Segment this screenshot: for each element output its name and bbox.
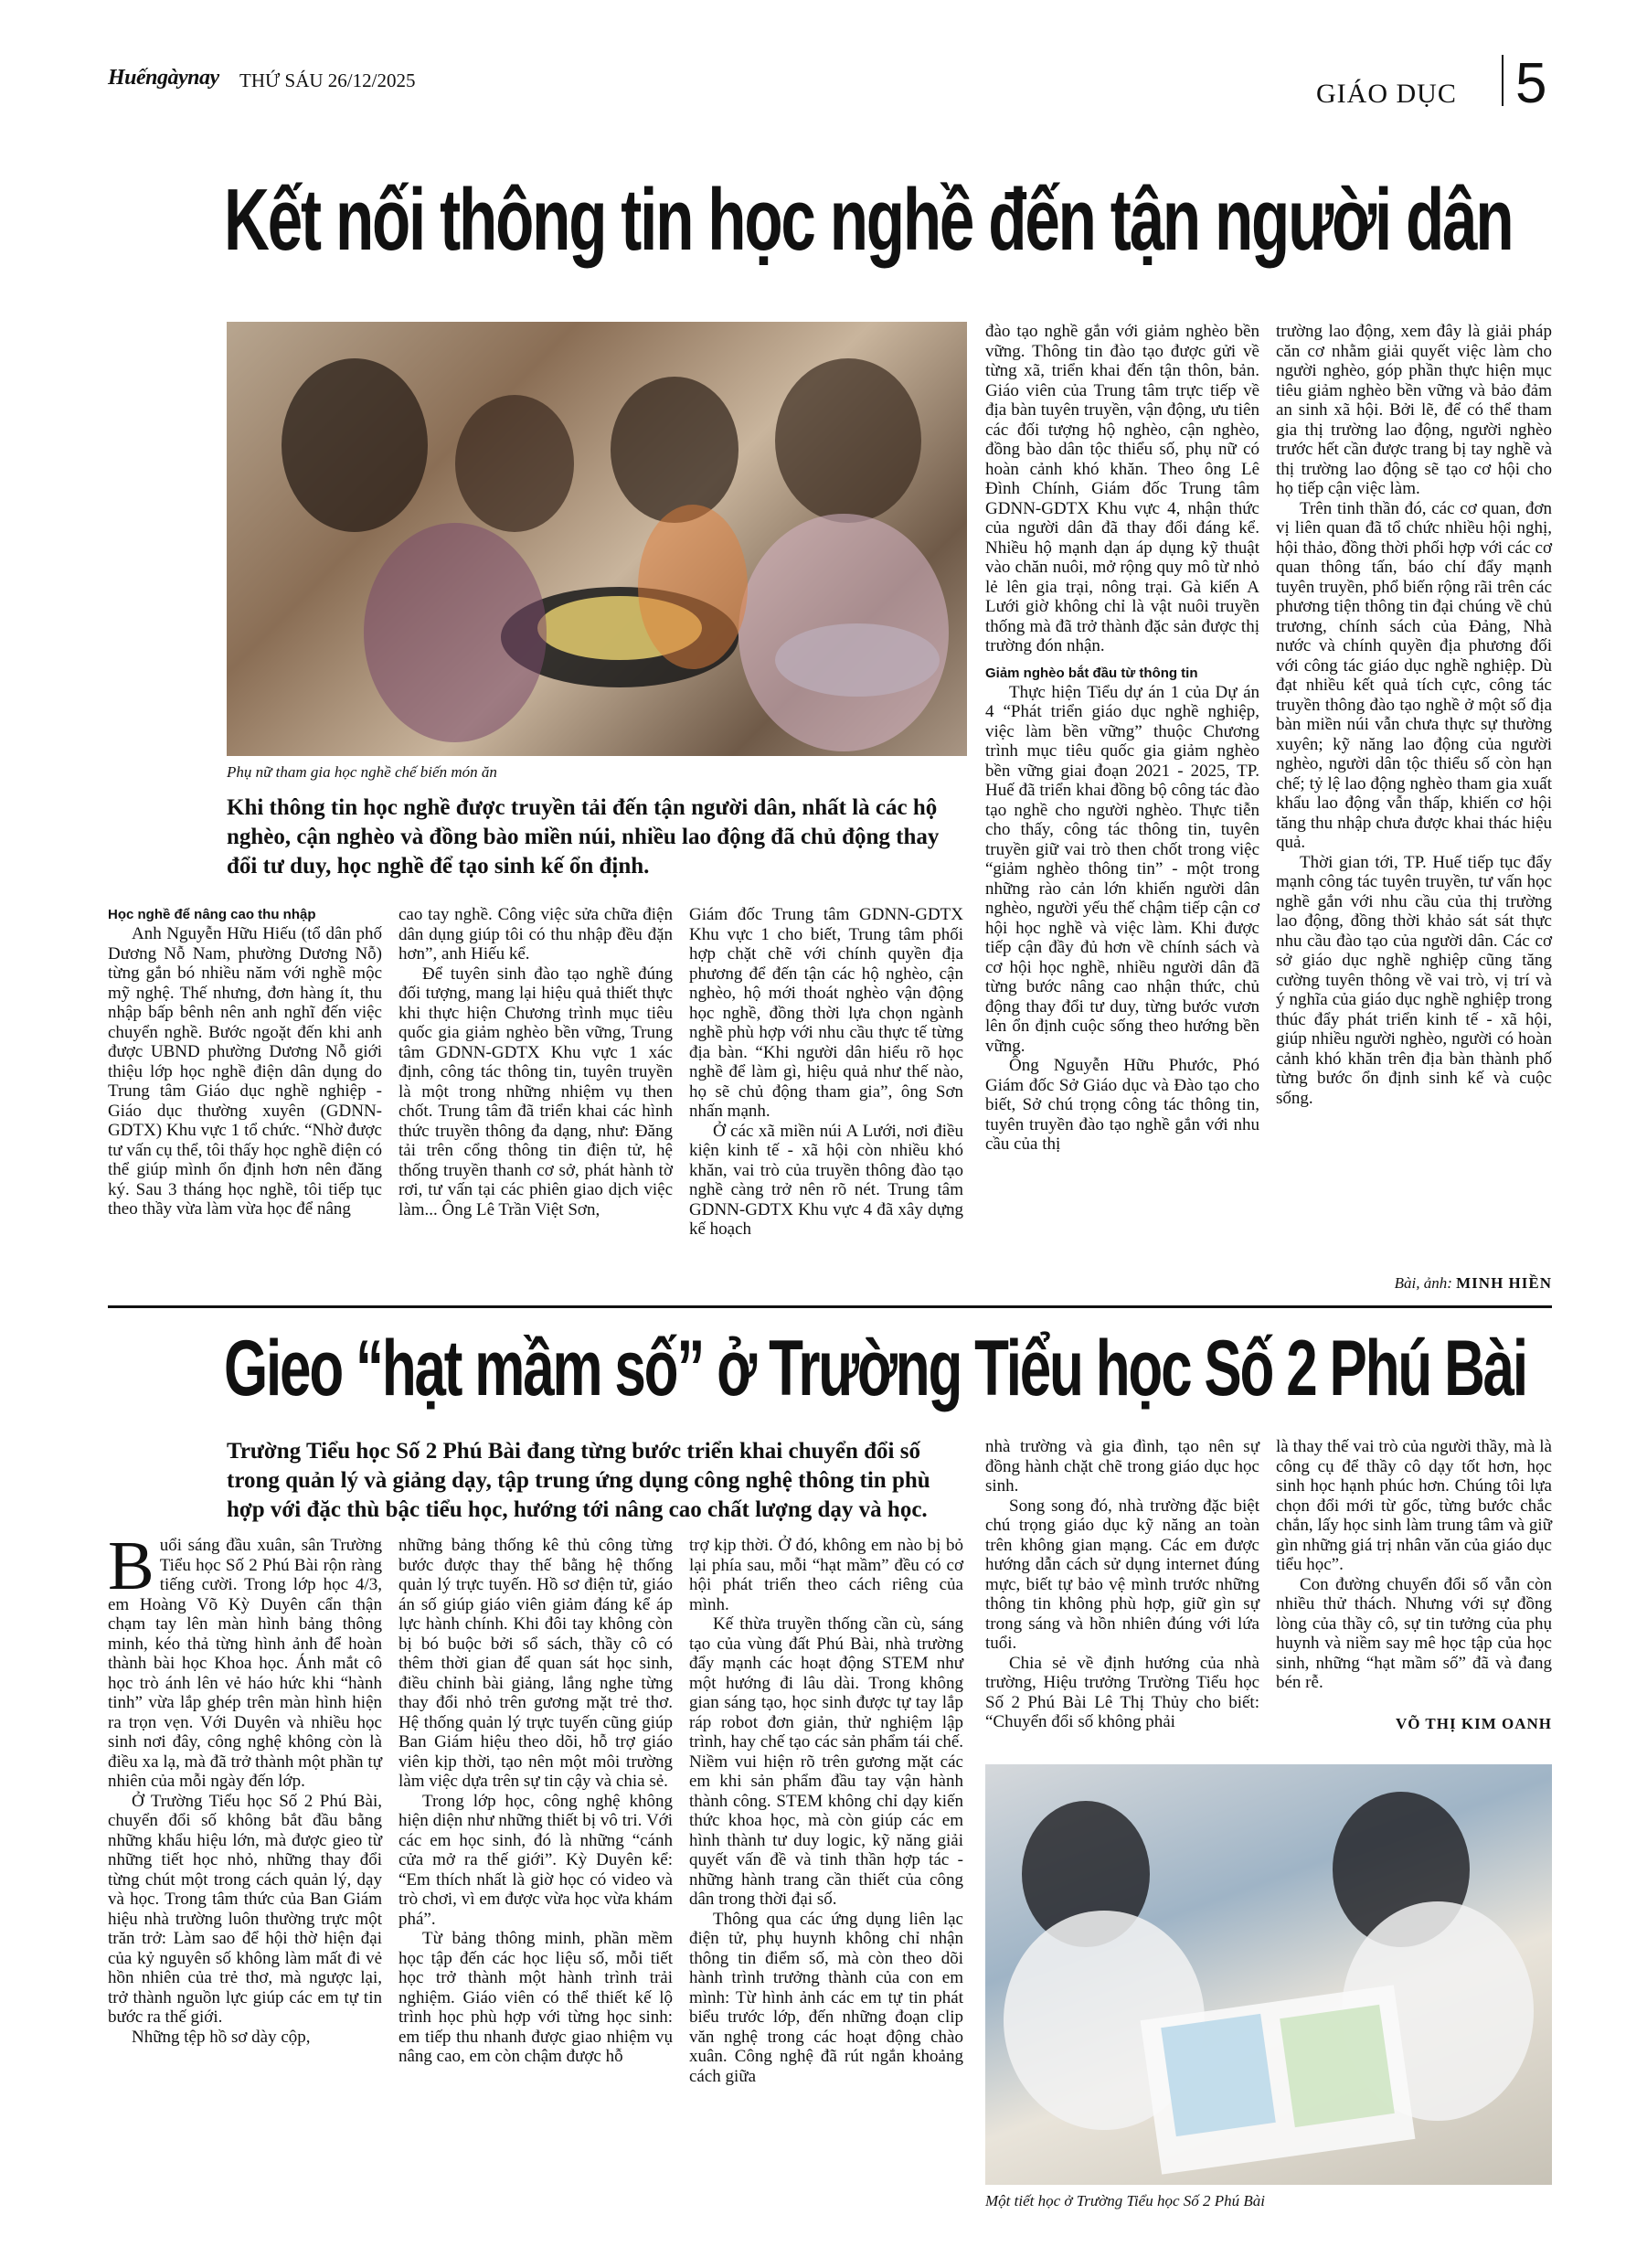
section-divider xyxy=(1502,55,1504,106)
article2-byline xyxy=(1276,1715,1552,1733)
article1-paragraph: đào tạo nghề gắn với giảm nghèo bền vững. Thông tin đào tạo được gửi về từng xã, triển khai đến tận thôn, bản. Giáo viên của Trung tâm trực tiếp về địa bàn tuyên truyền, vận động, ưu tiên các đối tượng hộ nghèo, cận nghèo, đồng bào dân tộc thiểu số, phụ nữ có hoàn cảnh khó khăn. Theo ông Lê Đình Chính, Giám đốc Trung tâm GDNN-GDTX Khu vực 4, nhận thức của người dân đã thay đổi đáng kể. Nhiều hộ mạnh dạn áp dụng kỹ thuật vào chăn nuôi, mở rộng quy mô từ nhỏ lẻ lên gia trại, nông trại. Gà kiến A Lưới giờ không chỉ là vật nuôi truyền thống mà đã trở thành đặc sản được thị trường đón nhận. xyxy=(985,322,1259,655)
article1-paragraph: Thực hiện Tiểu dự án 1 của Dự án 4 “Phát triển giáo dục nghề nghiệp, việc làm bền vững” thuộc Chương trình mục tiêu quốc gia giảm nghèo bền vững giai đoạn 2021 - 2025, TP. Huế đã triển khai đồng bộ công tác đào tạo nghề cho người nghèo. Thực tiễn cho thấy, công tác thông tin, tuyên truyền giữ vai trò then chốt trong việc “giảm nghèo thông tin” - một trong những rào cản lớn khiến người dân nghèo, người yếu thế chậm tiếp cận cơ hội học nghề và việc làm. Khi được tiếp cận đầy đủ hơn về chính sách và cơ hội học nghề, nhiều người dân đã từng bước nâng cao nhận thức, chủ động thay đổi tư duy, từng bước vươn lên ổn định cuộc sống theo hướng bền vững. xyxy=(985,682,1259,1056)
article1-paragraph: cao tay nghề. Công việc sửa chữa điện dân dụng giúp tôi có thu nhập đều đặn hơn”, anh Hiếu kể. xyxy=(398,905,673,964)
article2-paragraph: Song song đó, nhà trường đặc biệt chú trọng giáo dục kỹ năng an toàn trên không gian mạng. Các em được hướng dẫn cách sử dụng internet đúng mực, biết tự bảo vệ mình trước những thông tin không phù hợp, giữ gìn sự trong sáng và hồn nhiên đúng với lứa tuổi. xyxy=(985,1496,1259,1653)
article2-paragraph: Chia sẻ về định hướng của nhà trường, Hiệu trưởng Trường Tiểu học Số 2 Phú Bài Lê Thị Thủy cho biết: “Chuyển đổi số không phải xyxy=(985,1653,1259,1731)
article1-paragraph: Ở các xã miền núi A Lưới, nơi điều kiện kinh tế - xã hội còn nhiều khó khăn, vai trò của truyền thông đào tạo nghề càng trở nên rõ nét. Trung tâm GDNN-GDTX Khu vực 4 đã xây dựng kế hoạch xyxy=(689,1121,963,1239)
article1-column-4 xyxy=(985,322,1259,1155)
article2-paragraph: là thay thế vai trò của người thầy, mà là công cụ để thầy cô dạy tốt hơn, học sinh học hạnh phúc hơn. Chúng tôi lựa chọn đổi mới từ gốc, từng bước chắc chắn, lấy học sinh làm trung tâm và giữ gìn những giá trị nhân văn của giáo dục tiểu học”. xyxy=(1276,1437,1552,1574)
article2-paragraph: Ở Trường Tiểu học Số 2 Phú Bài, chuyển đổi số không bắt đầu bằng những khẩu hiệu lớn, mà được gieo từ những tiết học nhỏ, những thay đổi từng chút một trong cách quản lý, dạy và học. Trong tâm thức của Ban Giám hiệu nhà trường luôn thường trực một trăn trở: Làm sao để hội thờ hiện đại của kỷ nguyên số không làm mất đi vẻ hồn nhiên của trẻ thơ, mà ngược lại, trở thành nguồn lực giúp các em tự tin bước ra thế giới. xyxy=(108,1791,382,2027)
article1-headline: Kết nối thông tin học nghề đến tận người dân xyxy=(224,171,1513,269)
article2-paragraph: trợ kịp thời. Ở đó, không em nào bị bỏ lại phía sau, mỗi “hạt mầm” đều có cơ hội phát triển theo cách riêng của mình. xyxy=(689,1536,963,1614)
article1-column-5 xyxy=(1276,322,1552,1108)
article2-column-1 xyxy=(108,1528,382,2047)
article1-byline xyxy=(1276,1274,1552,1293)
article1-subheading-1: Học nghề để nâng cao thu nhập xyxy=(108,907,316,922)
article2-lead: Trường Tiểu học Số 2 Phú Bài đang từng bước triển khai chuyển đổi số trong quản lý và giảng dạy, tập trung ứng dụng công nghệ thông tin phù hợp với đặc thù bậc tiểu học, hướng tới nâng cao chất lượng dạy và học. xyxy=(227,1439,930,1522)
article1-paragraph: Để tuyên sinh đào tạo nghề đúng đối tượng, mang lại hiệu quả thiết thực khi thực hiện Chương trình mục tiêu quốc gia giảm nghèo bền vững, Trung tâm GDNN-GDTX Khu vực 1 xác định, công tác thông tin, tuyên truyền là một trong những nhiệm vụ then chốt. Trung tâm đã triển khai các hình thức truyền thông đa dạng, như: Đăng tải trên cổng thông tin điện tử, hệ thống truyền thanh cơ sở, phát hành tờ rơi, tư vấn tại các phiên giao dịch việc làm... Ông Lê Trần Việt Sơn, xyxy=(398,964,673,1219)
article2-paragraph: Con đường chuyển đổi số vẫn còn nhiều thử thách. Nhưng với sự đồng lòng của thầy cô, sự tin tưởng của phụ huynh và niềm say mê học tập của học sinh, những “hạt mầm số” đã và đang bén rễ. xyxy=(1276,1574,1552,1692)
article2-paragraph: Những tệp hồ sơ dày cộp, xyxy=(132,2027,311,2047)
article1-photo-caption: Phụ nữ tham gia học nghề chế biến món ăn xyxy=(227,763,497,781)
article2-paragraph: những bảng thống kê thủ công từng bước được thay thế bằng hệ thống quản lý trực tuyến. Hồ sơ điện tử, giáo án số giúp giáo viên giảm đáng kể áp lực hành chính. Khi đôi tay không còn bị bó buộc bởi sổ sách, thầy cô có thêm thời gian để quan sát học sinh, điều chỉnh bài giảng, lắng nghe từng thay đổi nhỏ trên gương mặt trẻ thơ. Hệ thống quản lý trực tuyến cũng giúp Ban Giám hiệu theo dõi, hỗ trợ giáo viên kịp thời, tạo nên một môi trường làm việc dựa trên sự tin cậy và chia sẻ. xyxy=(398,1536,673,1791)
article1-lead: Khi thông tin học nghề được truyền tải đến tận người dân, nhất là các hộ nghèo, cận nghèo và đồng bào miền núi, nhiều lao động đã chủ động thay đổi tư duy, học nghề để tạo sinh kế ổn định. xyxy=(227,795,940,878)
masthead-paper: Huếngàynay xyxy=(108,66,219,90)
article1-subheading-2: Giảm nghèo bắt đầu từ thông tin xyxy=(985,665,1198,681)
article2-byline-name: VÕ THỊ KIM OANH xyxy=(1395,1715,1552,1732)
article1-paragraph: Ông Nguyễn Hữu Phước, Phó Giám đốc Sở Giáo dục và Đào tạo cho biết, Sở chú trọng công tác thông tin, tuyên truyền đào tạo nghề gắn với nhu cầu của thị xyxy=(985,1056,1259,1154)
article1-paragraph: Giám đốc Trung tâm GDNN-GDTX Khu vực 1 cho biết, Trung tâm phối hợp chặt chẽ với chính quyền địa phương để đến tận các hộ nghèo, cận nghèo, hộ mới thoát nghèo vận động học nghề, đồng thời lựa chọn ngành nghề phù hợp với nhu cầu thực tế từng địa bàn. “Khi người dân hiểu rõ học nghề để làm gì, hiệu quả như thế nào, họ sẽ chủ động tham gia”, ông Sơn nhấn mạnh. xyxy=(689,905,963,1121)
article2-paragraph: Trong lớp học, công nghệ không hiện diện như những thiết bị vô tri. Với các em học sinh, đó là những “cánh cửa mở ra thế giới”. Kỳ Duyên kể: “Em thích nhất là giờ học có video và trò chơi, vì em được vừa học vừa khám phá”. xyxy=(398,1791,673,1929)
article2-headline: Gieo “hạt mầm số” ở Trường Tiểu học Số 2 Phú Bài xyxy=(224,1325,1526,1412)
article2-paragraph: nhà trường và gia đình, tạo nên sự đồng hành chặt chẽ trong giáo dục học sinh. xyxy=(985,1437,1259,1496)
article2-column-5 xyxy=(1276,1437,1552,1693)
article-divider xyxy=(108,1305,1552,1308)
masthead-date: THỨ SÁU 26/12/2025 xyxy=(239,69,416,91)
article1-paragraph: Thời gian tới, TP. Huế tiếp tục đẩy mạnh công tác tuyên truyền, tư vấn học nghề gắn với nhu cầu của thị trường lao động, đồng thời khảo sát sát thực nhu cầu đào tạo của người dân. Các cơ sở giáo dục nghề nghiệp cũng tăng cường tuyên thông về vai trò, vị trí và ý nghĩa của giáo dục nghề nghiệp trong thúc đẩy phát triển kinh tế - xã hội, giúp nhiều người nghèo, người có hoàn cảnh khó khăn trên địa bàn thành phố từng bước ổn định sinh kế và cuộc sống. xyxy=(1276,852,1552,1108)
article2-paragraph: Từ bảng thông minh, phần mềm học tập đến các học liệu số, mỗi tiết học trở thành một hành trình trải nghiệm. Giáo viên có thể thiết kế lộ trình học phù hợp với từng học sinh: em tiếp thu nhanh được giao nhiệm vụ nâng cao, em còn chậm được hỗ xyxy=(398,1929,673,2066)
article1-paragraph: trường lao động, xem đây là giải pháp căn cơ nhằm giải quyết việc làm cho người nghèo, góp phần thực hiện mục tiêu giảm nghèo bền vững và bảo đảm an sinh xã hội. Bởi lẽ, để có thể tham gia thị trường lao động, người nghèo trước hết cần được trang bị tay nghề và thị trường lao động sẽ tạo cơ hội cho họ tiếp cận việc làm. xyxy=(1276,322,1552,498)
article1-column-1 xyxy=(108,905,382,1219)
article2-column-4 xyxy=(985,1437,1259,1732)
article1-byline-name: MINH HIỀN xyxy=(1456,1274,1552,1292)
article1-photo xyxy=(227,322,967,756)
article1-column-2 xyxy=(398,905,673,1219)
article2-paragraph: Thông qua các ứng dụng liên lạc điện tử, phụ huynh không chỉ nhận thông tin điểm số, mà còn theo dõi hành trình trưởng thành của con em mình: Từ hình ảnh các em tự tin phát biểu trước lớp, đến những đoạn clip văn nghệ trong các hoạt động chào xuân. Công nghệ đã rút ngắn khoảng cách giữa xyxy=(689,1909,963,2086)
page-number: 5 xyxy=(1515,52,1547,115)
article2-photo xyxy=(985,1764,1552,2185)
article2-column-3 xyxy=(689,1536,963,2086)
article1-paragraph: Trên tinh thần đó, các cơ quan, đơn vị liên quan đã tổ chức nhiều hội nghị, hội thảo, đồng thời phối hợp với các cơ quan thông tấn, báo chí đẩy mạnh tuyên truyền, phổ biến rộng rãi trên các phương tiện thông tin đại chúng về chủ trương, chính sách của Đảng, Nhà nước và chính quyền địa phương đối với công tác giáo dục nghề nghiệp. Dù đạt nhiều kết quả tích cực, công tác truyền thông đào tạo nghề ở một số địa bàn miền núi vẫn chưa thực sự thường xuyên; kỹ năng lao động của người nghèo, người dân tộc thiểu số còn hạn chế; tỷ lệ lao động nghèo tham gia xuất khẩu lao động vẫn thấp, khiến cơ hội tăng thu nhập chưa được khai thác hiệu quả. xyxy=(1276,498,1552,852)
section-name: GIÁO DỤC xyxy=(1316,79,1457,109)
article1-column-3 xyxy=(689,905,963,1240)
article1-paragraph: Anh Nguyễn Hữu Hiếu (tổ dân phố Dương Nỗ Nam, phường Dương Nỗ) từng gắn bó nhiều năm với nghề mộc mỹ nghệ. Thế nhưng, đơn hàng ít, thu nhập bấp bênh nên anh nghĩ đến việc chuyển nghề. Bước ngoặt đến khi anh được UBND phường Dương Nỗ giới thiệu lớp học nghề điện dân dụng do Trung tâm Giáo dục nghề nghiệp - Giáo dục thường xuyên (GDNN-GDTX) Khu vực 1 tổ chức. “Nhờ được tư vấn cụ thể, tôi thấy học nghề điện có thể giúp mình ổn định hơn nên đăng ký. Sau 3 tháng học nghề, tôi tiếp tục theo thầy vừa làm vừa học để nâng xyxy=(108,924,382,1219)
article2-paragraph: Kế thừa truyền thống cần cù, sáng tạo của vùng đất Phú Bài, nhà trường đẩy mạnh các hoạt động STEM như một hướng đi lâu dài. Trong không gian sáng tạo, học sinh được tự tay lắp ráp robot đơn giản, thử nghiệm lập trình, hay chế tạo các sản phẩm tái chế. Niềm vui hiện rõ trên gương mặt các em khi sản phẩm đầu tay vận hành thành công. STEM không chỉ dạy kiến thức khoa học, mà còn giúp các em hình thành tư duy logic, kỹ năng giải quyết vấn đề và tinh thần hợp tác - những hành trang cần thiết của công dân trong thời đại số. xyxy=(689,1614,963,1909)
article2-column-2 xyxy=(398,1536,673,2067)
article1-byline-prefix: Bài, ảnh: xyxy=(1394,1274,1452,1292)
article2-photo-caption: Một tiết học ở Trường Tiểu học Số 2 Phú Bài xyxy=(985,2192,1266,2209)
article2-paragraph: uổi sáng đầu xuân, sân Trường Tiểu học Số 2 Phú Bài rộn ràng tiếng cười. Trong lớp học 4/3, em Hoàng Võ Kỳ Duyên cẩn thận chạm tay lên màn hình bảng thông minh, kéo thả từng hình ảnh để hoàn thành bài học Khoa học. Ánh mắt cô học trò ánh lên vẻ háo hức khi “hành tinh” vừa lắp ghép trên màn hình hiện ra trọn vẹn. Với Duyên và nhiều học sinh nơi đây, công nghệ không còn là điều xa lạ, mà đã trở thành một phần tự nhiên của mỗi ngày đến lớp. xyxy=(108,1536,382,1791)
article2-dropcap: B xyxy=(108,1528,154,1604)
